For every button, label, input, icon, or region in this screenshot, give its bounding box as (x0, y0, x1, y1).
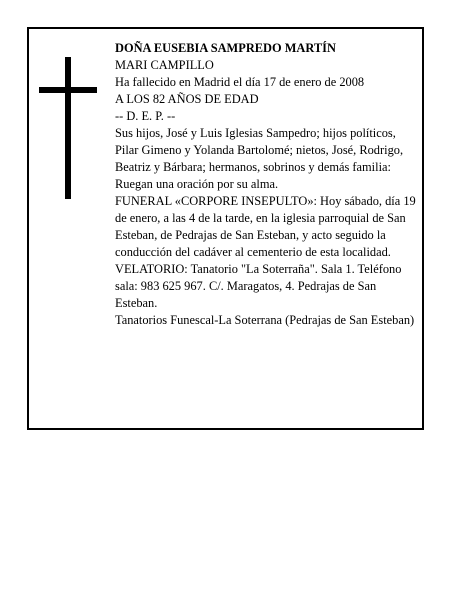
age-at-death: A LOS 82 AÑOS DE EDAD (115, 92, 259, 106)
obituary-text (115, 40, 421, 329)
wake-details: VELATORIO: Tanatorio "La Soterraña". Sala 1. Teléfono sala: 983 625 967. C/. Maragatos, 4. Pedrajas de San Esteban. (115, 262, 402, 310)
family-list: Sus hijos, José y Luis Iglesias Sampedro; hijos políticos, Pilar Gimeno y Yolanda Bartolomé; nietos, José, Rodrigo, Beatriz y Bárbara; hermanos, sobrinos y demás familia: (115, 126, 404, 174)
deceased-name: DOÑA EUSEBIA SAMPREDO MARTÍN (115, 41, 336, 55)
prayer-request: Ruegan una oración por su alma. (115, 177, 279, 191)
deceased-alias: MARI CAMPILLO (115, 58, 214, 72)
cross-horizontal-bar (39, 87, 97, 93)
latin-cross-icon (39, 57, 97, 199)
death-announcement: Ha fallecido en Madrid el día 17 de enero de 2008 (115, 75, 365, 89)
rest-in-peace: -- D. E. P. -- (115, 109, 176, 123)
obituary-notice (27, 27, 424, 430)
funeral-home: Tanatorios Funescal-La Soterrana (Pedrajas de San Esteban) (115, 313, 415, 327)
cross-vertical-bar (65, 57, 71, 199)
funeral-details: FUNERAL «CORPORE INSEPULTO»: Hoy sábado, día 19 de enero, a las 4 de la tarde, en la iglesia parroquial de San Esteban, de Pedrajas de San Esteban, y acto seguido la conducción del cadáver al cementerio de esta localidad. (115, 194, 416, 259)
